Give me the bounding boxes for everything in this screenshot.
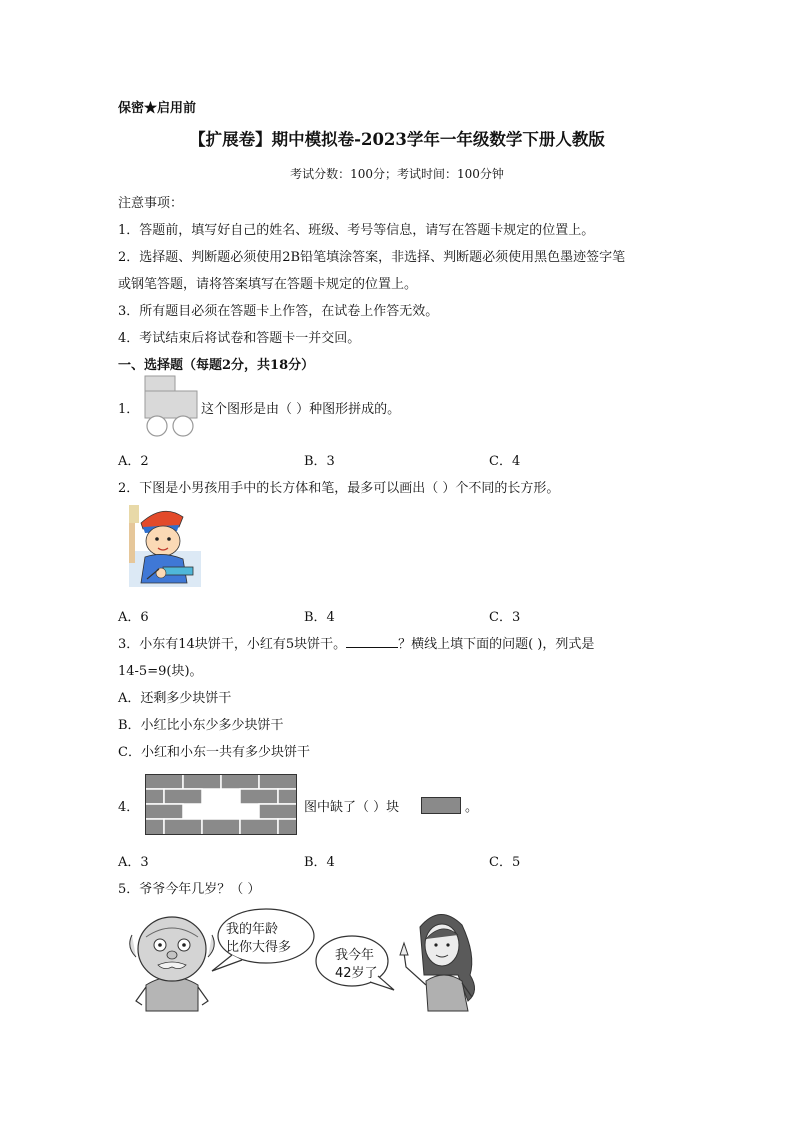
q3-text-line2: 14-5=9(块)。 bbox=[118, 664, 203, 679]
confidential-label: 保密★启用前 bbox=[118, 101, 197, 116]
q1-text: 这个图形是由（ ）种图形拼成的。 bbox=[201, 402, 401, 417]
q5-woman-illustration bbox=[396, 905, 488, 1011]
notice-item: 1．答题前，填写好自己的姓名、班级、考号等信息，请写在答题卡规定的位置上。 bbox=[118, 223, 595, 238]
q5-grandpa-illustration bbox=[124, 905, 220, 1011]
q2-option-c: C．3 bbox=[489, 610, 521, 625]
q4-option-a: A．3 bbox=[118, 855, 149, 870]
q5-grandpa-speech-line1: 我的年龄 bbox=[226, 922, 279, 937]
q4-option-c: C．5 bbox=[489, 855, 521, 870]
q4-brick-wall bbox=[145, 774, 297, 835]
q5-woman-speech-line2: 42岁了 bbox=[335, 966, 378, 981]
q1-option-a: A．2 bbox=[118, 454, 149, 469]
q1-number: 1． bbox=[118, 402, 140, 417]
q4-text: 图中缺了（ ）块 bbox=[304, 800, 400, 815]
q3-text-before: 3．小东有14块饼干，小红有5块饼干。 bbox=[118, 637, 347, 652]
q5-grandpa-speech-line2: 比你大得多 bbox=[226, 940, 292, 955]
q3-option-c: C．小红和小东一共有多少块饼干 bbox=[118, 745, 310, 760]
q1-option-c: C．4 bbox=[489, 454, 521, 469]
q2-option-a: A．6 bbox=[118, 610, 149, 625]
q2-option-b: B．4 bbox=[304, 610, 335, 625]
q4-number: 4． bbox=[118, 800, 140, 815]
q5-woman-speech-line1: 我今年 bbox=[335, 948, 375, 963]
section-heading: 一、选择题（每题2分，共18分） bbox=[118, 358, 315, 373]
q4-end: 。 bbox=[465, 800, 479, 815]
q2-text: 2．下图是小男孩用手中的长方体和笔，最多可以画出（ ）个不同的长方形。 bbox=[118, 481, 560, 496]
q5-text: 5．爷爷今年几岁？（ ） bbox=[118, 882, 261, 897]
q3-text bbox=[118, 633, 594, 652]
page-title: 【扩展卷】期中模拟卷-2023学年一年级数学下册人教版 bbox=[189, 130, 605, 149]
q2-boy-illustration bbox=[127, 503, 201, 587]
q3-answer-blank bbox=[346, 635, 398, 648]
q3-text-after: ？横线上填下面的问题( )，列式是 bbox=[398, 637, 595, 652]
notice-item: 2．选择题、判断题必须使用2B铅笔填涂答案，非选择、判断题必须使用黑色墨迹签字笔 bbox=[118, 250, 626, 265]
exam-info: 考试分数：100分；考试时间：100分钟 bbox=[290, 167, 504, 181]
q4-brick-sample bbox=[421, 797, 461, 814]
notice-item: 4．考试结束后将试卷和答题卡一并交回。 bbox=[118, 331, 361, 346]
q1-option-b: B．3 bbox=[304, 454, 335, 469]
q1-shape-figure bbox=[142, 374, 200, 438]
q3-option-a: A．还剩多少块饼干 bbox=[118, 691, 232, 706]
notice-item: 3．所有题目必须在答题卡上作答，在试卷上作答无效。 bbox=[118, 304, 439, 319]
q3-option-b: B．小红比小东少多少块饼干 bbox=[118, 718, 284, 733]
notice-heading: 注意事项： bbox=[118, 196, 184, 211]
q4-option-b: B．4 bbox=[304, 855, 335, 870]
notice-item: 或钢笔答题，请将答案填写在答题卡规定的位置上。 bbox=[118, 277, 418, 292]
